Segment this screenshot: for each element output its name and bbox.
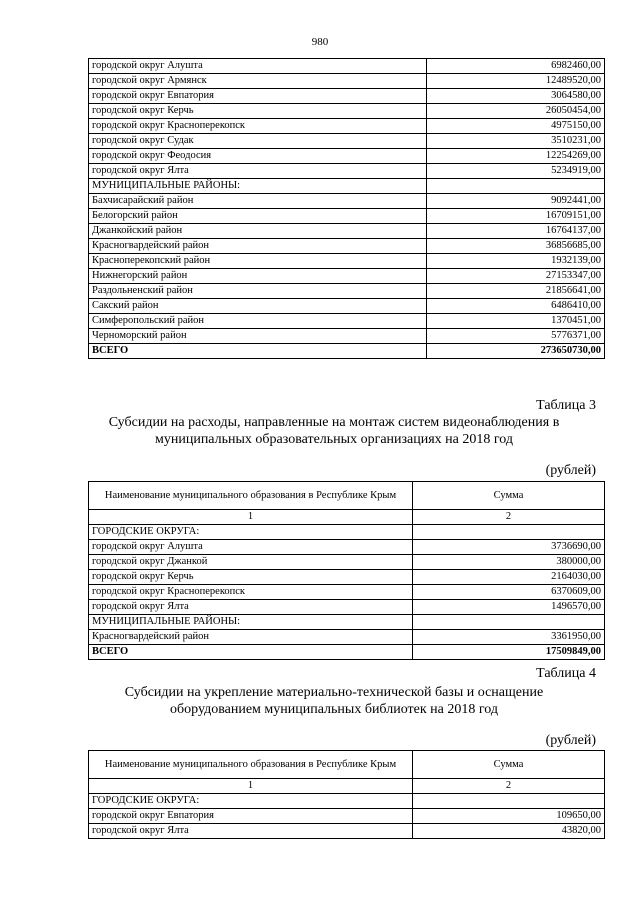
column-number-1: 1 <box>89 510 413 525</box>
table-row <box>89 824 605 839</box>
row-name: городской округ Алушта <box>89 540 413 555</box>
total-value: 17509849,00 <box>413 645 605 660</box>
table-3-unit: (рублей) <box>545 463 596 478</box>
table-2 <box>88 58 605 359</box>
total-value: 273650730,00 <box>427 344 605 359</box>
row-name: Нижнегорский район <box>89 269 427 284</box>
row-name: ГОРОДСКИЕ ОКРУГА: <box>89 525 413 540</box>
header-name: Наименование муниципального образования в Республике Крым <box>89 482 413 510</box>
row-value: 3361950,00 <box>413 630 605 645</box>
table-row <box>89 194 605 209</box>
row-name: городской округ Судак <box>89 134 427 149</box>
table-row <box>89 809 605 824</box>
row-value: 1496570,00 <box>413 600 605 615</box>
table-4 <box>88 750 605 839</box>
table-row <box>89 179 605 194</box>
table-3-title-line2: муниципальных образовательных организациях на 2018 год <box>154 432 514 447</box>
table-row <box>89 585 605 600</box>
row-name: Сакский район <box>89 299 427 314</box>
total-label: ВСЕГО <box>89 645 413 660</box>
row-value: 3510231,00 <box>427 134 605 149</box>
table-4-title-line1: Субсидии на укрепление материально-технической базы и оснащение <box>124 685 544 700</box>
row-value: 36856685,00 <box>427 239 605 254</box>
table-row <box>89 59 605 74</box>
row-name: МУНИЦИПАЛЬНЫЕ РАЙОНЫ: <box>89 615 413 630</box>
table-row <box>89 239 605 254</box>
row-value: 27153347,00 <box>427 269 605 284</box>
table-row <box>89 149 605 164</box>
column-number-2: 2 <box>413 510 605 525</box>
table-row <box>89 314 605 329</box>
total-label: ВСЕГО <box>89 344 427 359</box>
table-header-row <box>89 751 605 779</box>
row-value: 1370451,00 <box>427 314 605 329</box>
row-name: Красноперекопский район <box>89 254 427 269</box>
table-row <box>89 269 605 284</box>
row-value <box>413 525 605 540</box>
row-name: городской округ Керчь <box>89 570 413 585</box>
row-value: 6370609,00 <box>413 585 605 600</box>
table-3-title <box>60 414 608 448</box>
row-value: 16764137,00 <box>427 224 605 239</box>
table-row <box>89 119 605 134</box>
row-name: городской округ Ялта <box>89 600 413 615</box>
table-row <box>89 299 605 314</box>
table-header-row <box>89 482 605 510</box>
table-row <box>89 134 605 149</box>
row-name: городской округ Алушта <box>89 59 427 74</box>
row-value <box>427 179 605 194</box>
row-name: городской округ Феодосия <box>89 149 427 164</box>
table-row <box>89 209 605 224</box>
row-value: 6486410,00 <box>427 299 605 314</box>
row-name: городской округ Армянск <box>89 74 427 89</box>
page-number: 980 <box>311 36 329 48</box>
row-name: городской округ Евпатория <box>89 89 427 104</box>
row-name: Джанкойский район <box>89 224 427 239</box>
table-row <box>89 284 605 299</box>
table-row <box>89 74 605 89</box>
table-row <box>89 89 605 104</box>
column-number-1: 1 <box>89 779 413 794</box>
row-value: 26050454,00 <box>427 104 605 119</box>
header-sum: Сумма <box>413 751 605 779</box>
row-value: 109650,00 <box>413 809 605 824</box>
row-value: 5776371,00 <box>427 329 605 344</box>
column-number-row <box>89 779 605 794</box>
row-value: 12489520,00 <box>427 74 605 89</box>
row-name: городской округ Красноперекопск <box>89 585 413 600</box>
table-row <box>89 254 605 269</box>
row-name: городской округ Ялта <box>89 824 413 839</box>
row-name: МУНИЦИПАЛЬНЫЕ РАЙОНЫ: <box>89 179 427 194</box>
row-value: 6982460,00 <box>427 59 605 74</box>
row-name: Красногвардейский район <box>89 239 427 254</box>
row-name: Черноморский район <box>89 329 427 344</box>
table-4-label: Таблица 4 <box>536 666 596 681</box>
row-value: 21856641,00 <box>427 284 605 299</box>
row-value: 1932139,00 <box>427 254 605 269</box>
row-value: 43820,00 <box>413 824 605 839</box>
table-row <box>89 615 605 630</box>
table-3-title-line1: Субсидии на расходы, направленные на монтаж систем видеонаблюдения в <box>108 415 560 430</box>
row-value: 380000,00 <box>413 555 605 570</box>
table-row <box>89 164 605 179</box>
row-value: 3736690,00 <box>413 540 605 555</box>
row-name: Симферопольский район <box>89 314 427 329</box>
header-sum: Сумма <box>413 482 605 510</box>
table-4-title <box>60 684 608 718</box>
header-name: Наименование муниципального образования в Республике Крым <box>89 751 413 779</box>
row-name: городской округ Керчь <box>89 104 427 119</box>
table-row <box>89 329 605 344</box>
row-name: ГОРОДСКИЕ ОКРУГА: <box>89 794 413 809</box>
row-value: 12254269,00 <box>427 149 605 164</box>
row-value: 4975150,00 <box>427 119 605 134</box>
row-name: городской округ Джанкой <box>89 555 413 570</box>
total-row <box>89 344 605 359</box>
row-value: 16709151,00 <box>427 209 605 224</box>
table-3-label: Таблица 3 <box>536 398 596 413</box>
row-name: Раздольненский район <box>89 284 427 299</box>
table-4-title-line2: оборудованием муниципальных библиотек на 2018 год <box>170 702 498 717</box>
row-name: городской округ Красноперекопск <box>89 119 427 134</box>
table-4-unit: (рублей) <box>545 733 596 748</box>
table-row <box>89 540 605 555</box>
total-row <box>89 645 605 660</box>
table-row <box>89 525 605 540</box>
row-name: городской округ Ялта <box>89 164 427 179</box>
table-3 <box>88 481 605 660</box>
table-row <box>89 104 605 119</box>
table-row <box>89 555 605 570</box>
table-row <box>89 224 605 239</box>
row-name: Белогорский район <box>89 209 427 224</box>
row-value: 2164030,00 <box>413 570 605 585</box>
row-name: Бахчисарайский район <box>89 194 427 209</box>
row-value: 9092441,00 <box>427 194 605 209</box>
row-value: 5234919,00 <box>427 164 605 179</box>
table-row <box>89 794 605 809</box>
table-row <box>89 570 605 585</box>
row-name: Красногвардейский район <box>89 630 413 645</box>
column-number-row <box>89 510 605 525</box>
row-value: 3064580,00 <box>427 89 605 104</box>
column-number-2: 2 <box>413 779 605 794</box>
table-row <box>89 600 605 615</box>
table-row <box>89 630 605 645</box>
row-name: городской округ Евпатория <box>89 809 413 824</box>
row-value <box>413 794 605 809</box>
row-value <box>413 615 605 630</box>
